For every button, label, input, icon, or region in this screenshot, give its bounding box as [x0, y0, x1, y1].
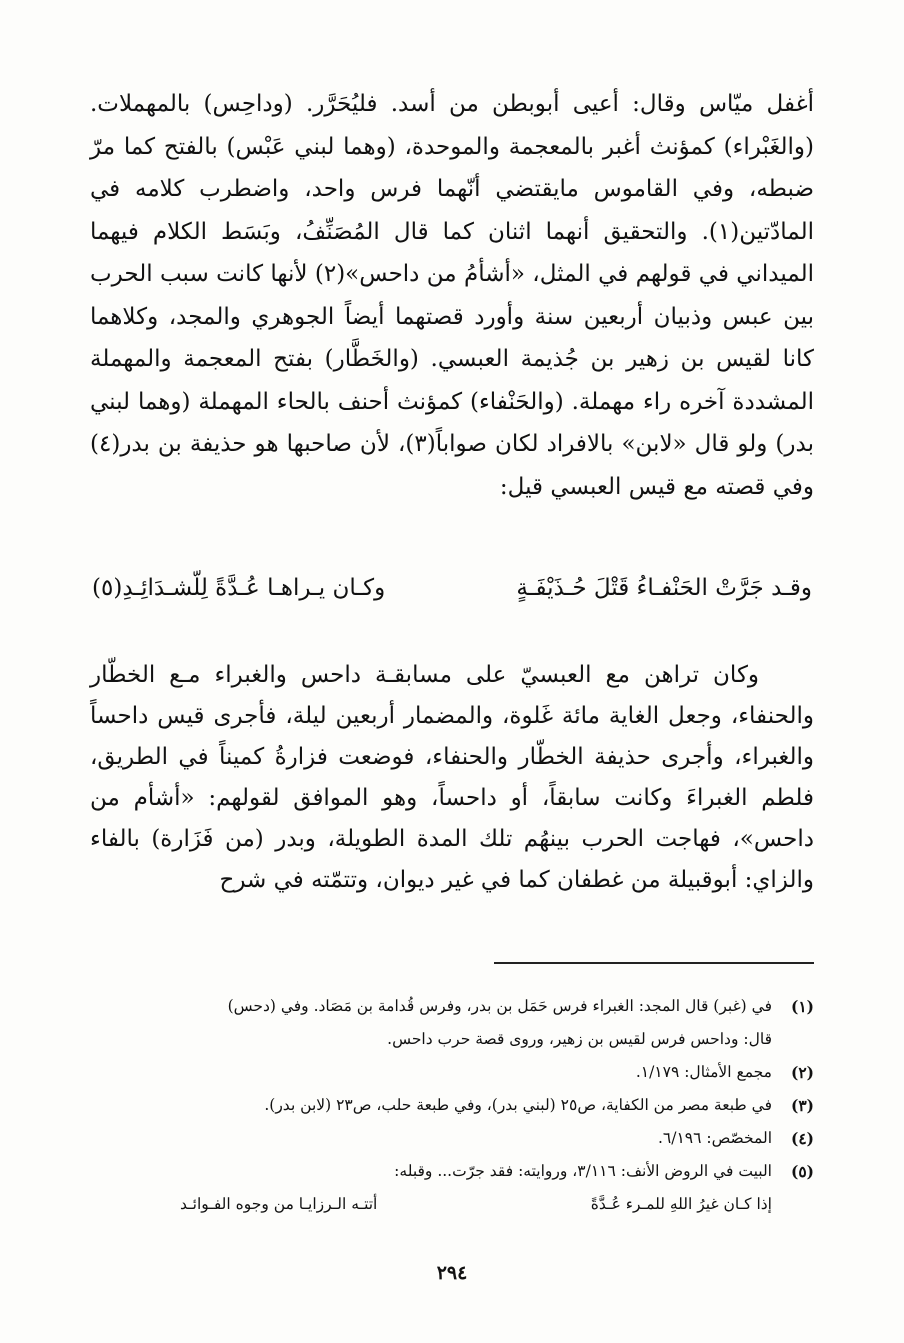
couplet-hemistich-second: أتتـه الـرزايـا من وجوه الفـوائـد	[180, 1195, 378, 1213]
footnote-text: في طبعة مصر من الكفاية، ص٢٥ (لبني بدر)، وفي طبعة حلب، ص٢٣ (لابن بدر).	[264, 1096, 772, 1114]
poetry-verse	[92, 575, 812, 615]
paragraph-2: وكان تراهن مع العبسيّ على مسابقـة داحس والغبراء مـع الخطّار والحنفاء، وجعل الغاية مائة غَلوة، والمضمار أربعين ليلة، فأجرى قيس داحساً والغبراء، وأجرى حذيفة الخطّار والحنفاء، فوضعت فزارةُ كميناً في الطريق، فلطم الغبراءَ وكانت سابقاً، أو داحساً، وهو الموافق لقولهم: «أشأم من داحس»، فهاجت الحرب بينهُم تلك المدة الطويلة، وبدر (من فَزَارة) بالفاء والزاي: أبوقبيلة من غطفان كما في غير ديوان، وتتمّته في شرح	[90, 662, 814, 893]
footnote-separator	[494, 962, 814, 964]
footnote-couplet	[90, 1188, 772, 1221]
footnote-number: (٤)	[790, 1129, 814, 1148]
footnote-number: (٣)	[790, 1096, 814, 1115]
verse-hemistich-first: وقـد جَرَّتْ الحَنْفـاءُ قَتْلَ حُـذَيْفَـةٍ	[516, 575, 812, 601]
footnote-text: في (غبر) قال المجد: الغبراء فرس حَمَل بن بدر، وفرس قُدامة بن مَصَاد. وفي (دحس)	[227, 997, 772, 1015]
footnote-text: مجمع الأمثال: ١/١٧٩.	[635, 1063, 772, 1081]
footnote-3	[90, 1089, 814, 1122]
footnote-2	[90, 1056, 814, 1089]
page-number: ٢٩٤	[436, 1262, 468, 1284]
footnote-1	[90, 990, 814, 1056]
footnote-4	[90, 1122, 814, 1155]
footnote-number: (٥)	[790, 1162, 814, 1181]
couplet-hemistich-first: إذا كـان غيرُ اللهِ للمـرء عُـدَّةً	[590, 1195, 772, 1213]
footnotes	[90, 990, 814, 1221]
paragraph-1: أغفل ميّاس وقال: أعيى أبوبطن من أسد. فليُحَرَّر. (وداحِس) بالمهملات. (والغَبْراء) كمؤنث أغبر بالمعجمة والموحدة، (وهما لبني عَبْس) بالفتح كما مرّ ضبطه، وفي القاموس مايقتضي أنّهما فرس واحد، واضطرب كلامه في المادّتين(١). والتحقيق أنهما اثنان كما قال المُصَنِّفُ، وبَسَط الكلام فيهما الميداني في قولهم في المثل، «أشأمُ من داحس»(٢) لأنها كانت سبب الحرب بين عبس وذبيان أربعين سنة وأورد قصتهما أيضاً الجوهري والمجد، وكلاهما كانا لقيس بن زهير بن جُذيمة العبسي. (والخَطَّار) بفتح المعجمة والمهملة المشددة آخره راء مهملة. (والحَنْفاء) كمؤنث أحنف بالحاء المهملة (وهما لبني بدر) ولو قال «لابن» بالافراد لكان صواباً(٣)، لأن صاحبها هو حذيفة بن بدر(٤) وفي قصته مع قيس العبسي قيل:	[90, 91, 814, 500]
footnote-text-continued: قال: وداحس فرس لقيس بن زهير، وروى قصة حرب داحس.	[387, 1030, 772, 1048]
footnote-number: (٢)	[790, 1063, 814, 1082]
footnote-text: المخصّص: ٦/١٩٦.	[657, 1129, 772, 1147]
footnote-5	[90, 1155, 814, 1188]
footnote-number: (١)	[790, 997, 814, 1016]
main-text-block-1	[90, 83, 814, 508]
footnote-text: البيت في الروض الأنف: ٣/١١٦، وروايته: فقد جرّت... وقبله:	[394, 1162, 772, 1180]
verse-hemistich-second: وكـان يـراهـا عُـدَّةً لِلّشـدَائِـدِ(٥)	[92, 575, 386, 601]
main-text-block-2	[90, 655, 814, 901]
